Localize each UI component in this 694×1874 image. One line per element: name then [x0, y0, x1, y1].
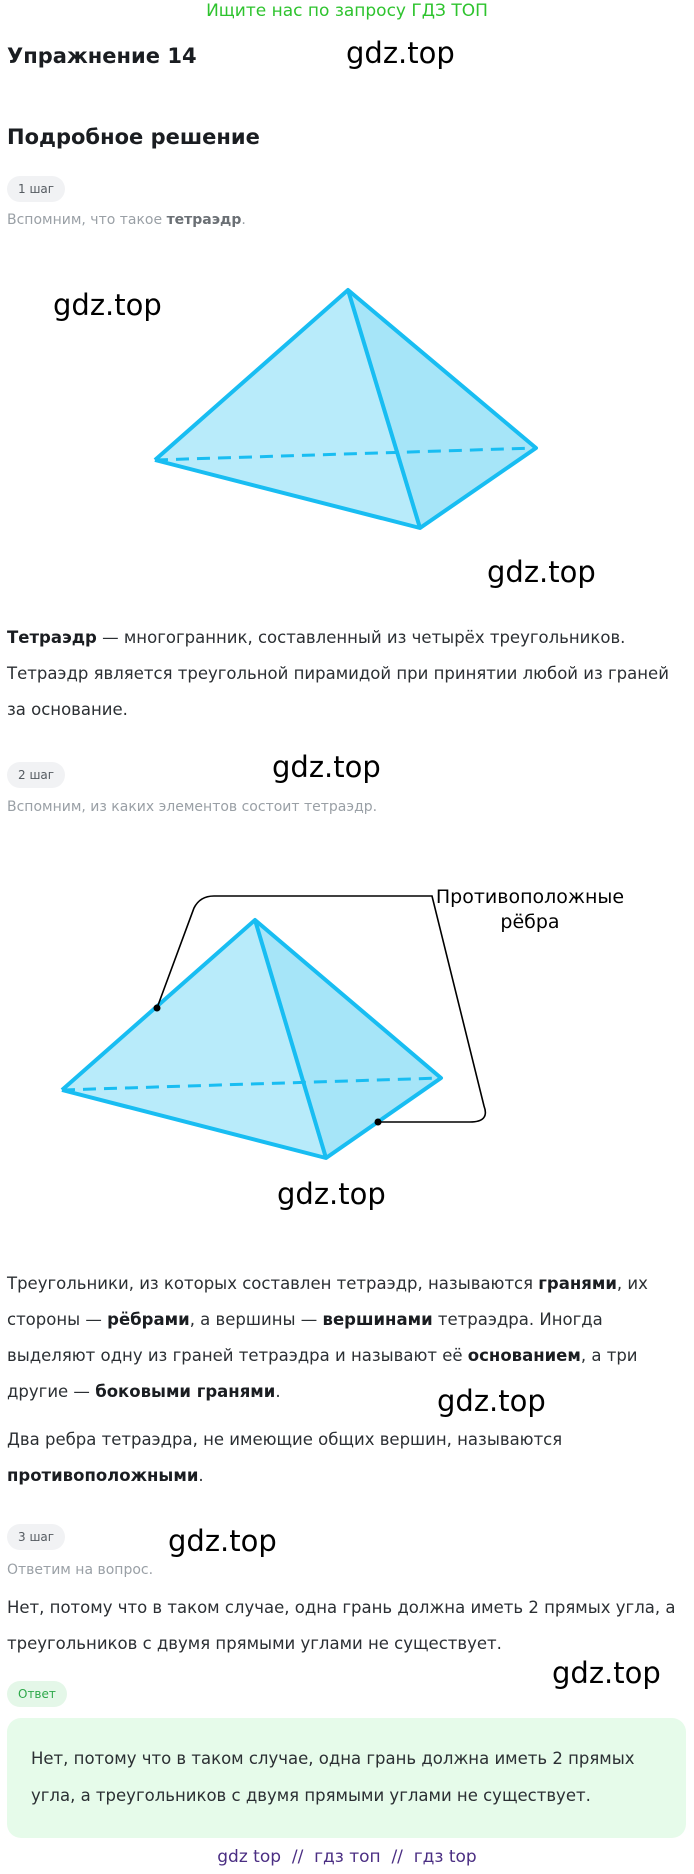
- label-line: Противоположные: [435, 886, 625, 908]
- step3-hint: Ответим на вопрос.: [7, 1562, 154, 1578]
- exercise-title: Упражнение 14: [7, 44, 197, 68]
- step-badge-2: 2 шаг: [7, 762, 65, 788]
- footer-text[interactable]: gdz top // гдз топ // гдз top: [217, 1847, 477, 1867]
- opposite-edges-label: [420, 885, 640, 935]
- step2-paragraph-1: Треугольники, из которых составлен тетраэдр, называются гранями, их стороны — рёбрами, а вершины — вершинами тетраэдра. Иногда выделяют одну из граней тетраэдра и называют её основанием, а три другие — боковыми гранями.: [7, 1274, 648, 1401]
- step2-paragraph-2: Два ребра тетраэдра, не имеющие общих вершин, называются противоположными.: [7, 1430, 563, 1485]
- footer-links[interactable]: [0, 1847, 694, 1867]
- step1-hint: Вспомним, что такое тетраэдр.: [7, 212, 246, 228]
- watermark: gdz.top: [272, 750, 381, 784]
- pointer-dot: [375, 1119, 382, 1126]
- watermark: gdz.top: [552, 1656, 661, 1690]
- watermark: gdz.top: [168, 1524, 277, 1558]
- step-badge-3: 3 шаг: [7, 1524, 65, 1550]
- section-title: Подробное решение: [7, 125, 260, 149]
- search-banner: Ищите нас по запросу ГДЗ ТОП: [206, 1, 488, 21]
- step3-paragraph: Нет, потому что в таком случае, одна грань должна иметь 2 прямых угла, а треугольников с двумя прямыми углами не существует.: [7, 1598, 676, 1653]
- answer-badge: Ответ: [7, 1681, 67, 1707]
- tetrahedron-diagram: [0, 270, 694, 550]
- watermark: gdz.top: [346, 36, 455, 70]
- watermark: gdz.top: [487, 555, 596, 589]
- answer-box: [7, 1718, 686, 1838]
- watermark: gdz.top: [437, 1384, 546, 1418]
- step2-hint: Вспомним, из каких элементов состоит тетраэдр.: [7, 799, 378, 815]
- watermark: gdz.top: [53, 288, 162, 322]
- answer-text: Нет, потому что в таком случае, одна грань должна иметь 2 прямых угла, а треугольников с двумя прямыми углами не существует.: [31, 1749, 635, 1805]
- pointer-dot: [154, 1005, 161, 1012]
- step1-paragraph: Тетраэдр — многогранник, составленный из четырёх треугольников. Тетраэдр является треугольной пирамидой при принятии любой из граней за основание.: [7, 628, 669, 719]
- watermark: gdz.top: [277, 1177, 386, 1211]
- step-badge-1: 1 шаг: [7, 176, 65, 202]
- label-line: рёбра: [500, 911, 560, 933]
